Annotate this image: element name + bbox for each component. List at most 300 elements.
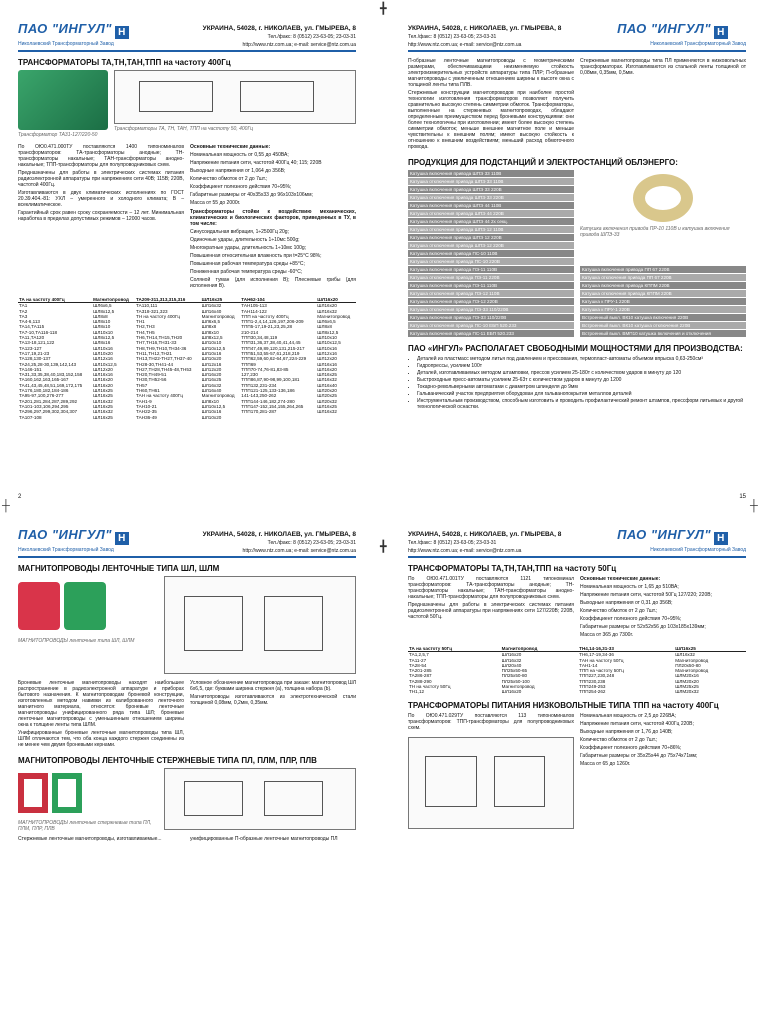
crop-mark: ╋ bbox=[380, 3, 387, 15]
table-cell: ШЛ16х32 bbox=[317, 377, 337, 383]
product-bar: Катушка отключения привода ПЭ-33 110/220В bbox=[408, 306, 574, 313]
table-cell: ШЛ8х10 bbox=[93, 324, 111, 330]
table-cell: ШЛ20х20 bbox=[317, 388, 337, 394]
company-address: УКРАИНА, 54028, г. НИКОЛАЕВ, ул. ГМЫРЕВА, 8 Тел./факс: 8 (0512) 23-63-05; 23-03-31 http://www.ntz.com.ua; e-mail: service@ntz.com.ua bbox=[408, 25, 562, 48]
table-cell: ТН6,17-19,34-36 bbox=[579, 652, 614, 658]
specs-title: Основные технические данные: bbox=[580, 576, 661, 582]
logo-subtitle: Николаевский Трансформаторный Завод bbox=[18, 41, 114, 47]
table-cell: ТН на частоту 50Гц bbox=[409, 684, 451, 690]
table-cell: ШЛ16х20 bbox=[316, 297, 356, 303]
table-cell: ТА24,25,28-30,139,142,143 bbox=[19, 361, 77, 367]
body-text: Магнитопроводы изготавливаются из электротехнической стали толщиной 0,08мм, 0,2мм, 0,35мм. bbox=[190, 694, 356, 706]
table-cell: ТА110,111 bbox=[136, 303, 158, 309]
product-bar: Катушка отключения привода ПС-10 220В bbox=[408, 258, 574, 265]
table-row bbox=[408, 689, 746, 694]
spec-line: Напряжение питания сети, частотой 400Гц 220В; bbox=[580, 720, 694, 727]
table-cell: ТА14,ТА115 bbox=[19, 324, 45, 330]
table-cell: ТАН1-9 bbox=[136, 398, 152, 404]
table-cell: ШЛ16х16 bbox=[317, 361, 337, 367]
spec-line: Масса от 55 до 2000г. bbox=[190, 200, 241, 206]
product-bar: Катушка отключения привода ШПЭ 33 220В bbox=[408, 194, 574, 201]
table-cell: ШЛМ20х16 bbox=[675, 673, 699, 679]
table-cell: ШЛ10х16 bbox=[93, 345, 113, 351]
table-cell: ТН20,ТН49-51 bbox=[136, 372, 167, 378]
table-cell: ТН1 bbox=[136, 319, 145, 325]
table-cell: ПЛ25x50-100 bbox=[501, 678, 530, 684]
table-cell: ПЛ20х50-80 bbox=[675, 662, 701, 668]
table-cell: ТА28-54 bbox=[409, 662, 427, 668]
spec-line: Выходные напряжения от 1,064 до 356В; bbox=[190, 168, 286, 174]
spec-line: Напряжение питания сети, частотой 400Гц 40; 115; 220В bbox=[190, 160, 322, 166]
table-cell: 210-214 bbox=[241, 329, 259, 335]
spec-line: Масса от 65 до 1260г. bbox=[580, 760, 631, 767]
climate-text: Изготавливаются в двух климатических исполнениях по ГОСТ 20.39.404.-81: УХЛ – умеренного и холодного климата; В – всеклиматическое. bbox=[18, 190, 184, 208]
table-cell: ТАН114-122 bbox=[241, 308, 267, 314]
page-header bbox=[18, 528, 356, 558]
spec-line: Номинальная мощность от 1,65 до 510ВА; bbox=[580, 584, 679, 590]
product-bar: Катушка отключения привода ПЭ-11 220В bbox=[408, 274, 574, 281]
spec-line: Номинальная мощность от 0,55 до 450ВА; bbox=[190, 152, 289, 158]
table-cell: ТН4,ТН5 bbox=[136, 329, 155, 335]
table-cell: ШЛ10х20 bbox=[201, 414, 222, 420]
body-text: Стержневые ленточные магнитопроводы, изготавливаемые... bbox=[18, 836, 162, 842]
table-cell: Магнитопровод bbox=[675, 657, 709, 663]
table-cell: Магнитопровод bbox=[675, 668, 709, 674]
spec-line: Напряжение питания сети, частотой 50Гц 127/220; 220В; bbox=[580, 592, 712, 598]
table-cell: ТА107-108 bbox=[19, 414, 42, 420]
table-cell: ТАН на частоту 400Гц bbox=[136, 393, 183, 399]
purpose-text: Предназначены для работы в электрических системах питания радиоэлектронной аппаратуры при напряжениях сети 127/220В; 220В, частотой 50Гц. bbox=[408, 602, 574, 620]
rod-core-drawing bbox=[164, 768, 356, 832]
product-bar: Катушка включения привода ШПЭ 33 110В bbox=[408, 170, 574, 177]
product-bar: Катушка включения привода ПС-10 110В bbox=[408, 250, 574, 257]
table-cell: ТА95-97,100,276-277 bbox=[19, 393, 64, 399]
table-cell: ТН8,ТН9,ТН10,ТН34-36 bbox=[136, 345, 187, 351]
coil-photo bbox=[633, 174, 693, 222]
product-bar: Катушка включения привода ПЭ-11 110В bbox=[408, 266, 574, 273]
table-cell: ТПП121-125,133-136,186 bbox=[241, 388, 295, 394]
resistance-title: Трансформаторы стойки к воздействию механических, климатических и биологических факторов, приведенных в ТУ, в том числе: bbox=[190, 209, 356, 227]
logo-subtitle: Николаевский Трансформаторный Завод bbox=[650, 547, 746, 553]
body-text: Стержневые конструкции магнитопроводов при наиболее простой технологии изготовления трансформаторов позволяют получить сравнительно высокую степень симметрии обмоток. Трансформаторы, выполненные на стержневых магнитопроводах, обладают определенным преимуществом перед броневыми конструкциями: они более технологичны при изготовлении; имеют более высокую степень симметрии обмоток; меньше внешнее магнитное поле и меньше чувствительны к внешним полям; имеют высокую стойкость к отношению к внешним воздействиям; меньший расход обмоточного провода. bbox=[408, 90, 574, 150]
product-bar: Катушка включения привода ШПЭ 44 110В bbox=[408, 202, 574, 209]
list-item: • Деталей из пластмасс методом литья под давлением и прессования, термопласт-автоматы объемом впрыска 0,63-250см³ bbox=[417, 356, 746, 362]
table-cell: ШЛ8х8 bbox=[317, 324, 332, 330]
body-text: Стержневые магнитопроводы типа ПЛ применяются в низковольтных трансформаторах. Изготавливаются из стальной ленты толщиной от 0,08мм, 0,35мм, 0,5мм. bbox=[580, 58, 746, 76]
list-item: • Гидропрессы, усилием 100т bbox=[417, 363, 746, 369]
table-cell: ТН11,ТН12,ТН21 bbox=[136, 350, 172, 356]
coil-list-left bbox=[408, 170, 574, 338]
catalog-page-15 bbox=[408, 22, 746, 502]
company-address: УКРАИНА, 54028, г. НИКОЛАЕВ, ул. ГМЫРЕВА, 8 Тел./факс: 8 (0512) 23-63-05; 23-03-31 http://www.ntz.com.ua; e-mail: service@ntz.com.ua bbox=[202, 531, 356, 554]
table-cell: ТАН36-49 bbox=[136, 414, 157, 420]
table-cell: ШЛ8х8 bbox=[201, 324, 217, 330]
table-cell: ШЛ16х25 bbox=[317, 372, 337, 378]
product-bar: Катушка включения привода ШПЭ 44 2х секц. bbox=[408, 218, 574, 225]
table-cell: ШЛ16х20 bbox=[317, 366, 337, 372]
table-cell: ПЛ25x50-80 bbox=[501, 673, 528, 679]
table-cell: ТА209-311,313,315,316 bbox=[135, 297, 201, 303]
table-cell: ТН7,ТН16,ТН31-33 bbox=[136, 340, 177, 346]
table-cell: ТА318-321,323 bbox=[136, 308, 168, 314]
table-cell: ТА296,297,299,302,304,307 bbox=[19, 409, 78, 415]
table-cell: ШЛ16х16 bbox=[93, 372, 113, 378]
spec-line: Номинальная мощность от 2,5 до 226ВА; bbox=[580, 712, 676, 719]
table-cell: ШЛ16х25 bbox=[201, 297, 241, 303]
table-cell: ПЛ25x50-65 bbox=[501, 668, 528, 674]
table-cell: ТН30,ТН52-56 bbox=[136, 377, 167, 383]
transformer-photo: Трансформатор ТА31-127/220-50 bbox=[18, 70, 108, 138]
table-cell: ШЛ16х20 bbox=[93, 377, 113, 383]
crop-mark: ╋ bbox=[380, 541, 387, 553]
spec-line: Коэффициент полезного действия 70÷95%; bbox=[580, 616, 682, 622]
catalog-page-magnetic-cores bbox=[18, 528, 356, 1008]
tpp-drawing bbox=[408, 737, 574, 829]
table-cell: ТАН10-21 bbox=[136, 403, 157, 409]
logo-subtitle: Николаевский Трансформаторный Завод bbox=[18, 547, 114, 553]
table-cell: ШЛ16х40 bbox=[317, 382, 337, 388]
spec-line: Выходные напряжения от 0,31 до 356В; bbox=[580, 600, 673, 606]
list-item: • Инструментальным производством, способным изготовить и проводить профилактический ремонт штампов, прессформ литьевых и другой технологической оснастки. bbox=[417, 398, 746, 410]
coil-caption: Катушка включения привода ПР-10 110В и катушка включения привода ШПЭ-33 bbox=[580, 226, 730, 238]
resist-line: Повышенная рабочая температура среды +85°С; bbox=[190, 261, 305, 267]
table-cell: ШЛ8х10 bbox=[201, 398, 219, 404]
table-cell: ТА288-290 bbox=[409, 678, 432, 684]
list-item: • Гальванический участок предприятия оборудован для гальванопокрытия металлов деталей bbox=[417, 391, 746, 397]
table-cell: Магнитопровод bbox=[92, 297, 135, 303]
resist-line: Многократные удары, длительность 1÷10мс 100g; bbox=[190, 245, 307, 251]
table-cell: ТПП132,231-234 bbox=[241, 382, 277, 388]
specs-title: Основные технические данные: bbox=[190, 144, 271, 150]
table-cell: ШЛ16х25 bbox=[93, 414, 113, 420]
section-title: ТРАНСФОРМАТОРЫ ТА,ТН,ТАН,ТПП на частоту 50Гц bbox=[408, 564, 617, 573]
table-cell: ШЛ16х32 bbox=[317, 409, 337, 415]
company-logo: ПАО "ИНГУЛ" H bbox=[18, 26, 129, 39]
table-cell: ШЛ16х20 bbox=[501, 652, 522, 658]
table-cell: ШЛ10х12,5 bbox=[93, 361, 117, 367]
intro-text: По ОЮ0.471.001ТУ поставляются 1121 типономинал трансформаторов: ТА-трансформаторы анодные; ТН-трансформаторы накальные; ТАН-трансформаторы анодно-накальные; ТПП-трансформаторы для полупроводниковых схем. bbox=[408, 576, 574, 600]
product-bar: Катушка отключения привода ПС-10 ЕБП 520.233 bbox=[408, 322, 574, 329]
resist-line: Одиночные удары, длительность 1÷10мс 500g; bbox=[190, 237, 300, 243]
spec-line: Коэффициент полезного действия 70÷95%; bbox=[190, 184, 292, 190]
table-cell: ШЛ6х6,5 bbox=[93, 303, 112, 309]
resist-line: Повышенная относительная влажность при t=25°С 98%; bbox=[190, 253, 322, 259]
resist-line: Соляной туман (для исполнения В); Плесневые грибы (для исполнения В). bbox=[190, 277, 356, 289]
table-cell: ТА201-285 bbox=[409, 668, 432, 674]
table-cell: ШЛМ20х20 bbox=[675, 678, 699, 684]
page-number: 15 bbox=[739, 494, 746, 500]
section-title: ПРОДУКЦИЯ ДЛЯ ПОДСТАНЦИЙ И ЭЛЕКТРОСТАНЦИЙ ОБЛЭНЕРГО: bbox=[408, 158, 678, 167]
table-cell: ШЛ20х40 bbox=[501, 662, 522, 668]
company-logo: ПАО "ИНГУЛ" H bbox=[617, 532, 728, 545]
table-cell: ТА176,180,182,184-186 bbox=[19, 388, 69, 394]
table-cell: ШЛ16х25 bbox=[201, 377, 222, 383]
body-text: Унифицированные броневые ленточные магнитопроводы типа ШЛ, ШЛМ отличаются тем, что оба конца каждого стержня соединены из не менее чем двумя броневыми кернами. bbox=[18, 730, 184, 748]
table-cell: ШЛ10х10 bbox=[317, 335, 337, 341]
table-cell: ШЛ16х20 bbox=[201, 372, 222, 378]
table-cell: ТА2 bbox=[19, 308, 28, 314]
table-cell: ШЛ16х20 bbox=[317, 303, 337, 309]
table-cell: ТН4,14-16,31-33 bbox=[578, 646, 674, 652]
section-title: МАГНИТОПРОВОДЫ ЛЕНТОЧНЫЕ ТИПА ШЛ, ШЛМ bbox=[18, 564, 220, 573]
product-bar: Катушка отключения привода ШПЭ 44 220В bbox=[408, 210, 574, 217]
table-cell: ШЛ8х12,5 bbox=[93, 308, 115, 314]
body-text: Условное обозначение магнитопровода при заказе: магнитопровод ШЛ 6х6,5, где: буквами ширина стержня (а), толщина набора (b). bbox=[190, 680, 356, 692]
table-cell: ТА201,281,284,287,289,292 bbox=[19, 398, 78, 404]
table-cell: ТА11-27 bbox=[409, 657, 427, 663]
table-cell: ТА13-18,121,122 bbox=[19, 340, 55, 346]
table-cell: ТА17,19,21-23 bbox=[19, 350, 50, 356]
table-cell: ШЛ10х10 bbox=[201, 340, 222, 346]
table-cell: ШЛ16х25 bbox=[93, 403, 113, 409]
core-drawing bbox=[164, 576, 356, 674]
table-cell: ШЛ10х12,5 bbox=[201, 403, 226, 409]
table-cell: ТПП62,59,60,62-64,67,224-229 bbox=[241, 356, 307, 362]
product-bar: Катушка отключения привода ПП 67 220В bbox=[580, 274, 746, 281]
table-cell: ШЛ16х40 bbox=[201, 308, 222, 314]
list-item: • Быстроходные пресс-автоматы усилием 25-63т с количеством ударов в минуту до 1200 bbox=[417, 377, 746, 383]
table-cell: ТАН22-35 bbox=[136, 409, 157, 415]
table-cell: ШЛ16х32 bbox=[201, 303, 222, 309]
purpose-text: Предназначены для работы в электрических системах питания радиоэлектронной аппаратуры при напряжениях сети 40В; 115В; 220В, частотой 400Гц. bbox=[18, 170, 184, 188]
spec-line: Коэффициент полезного действия 70÷86%; bbox=[580, 744, 682, 751]
table-cell: ШЛ8х16 bbox=[93, 340, 111, 346]
table-cell: ШЛ16х32 bbox=[675, 652, 695, 658]
table-cell: ШЛ16х32 bbox=[201, 382, 222, 388]
coil-list-right bbox=[580, 170, 746, 338]
product-bar: Катушка к ПРУ-1 220В bbox=[580, 306, 746, 313]
table-cell: ШЛ16х40 bbox=[201, 388, 222, 394]
table-cell: ШЛ10х16 bbox=[201, 409, 222, 415]
table-cell: ШЛ10х20 bbox=[93, 350, 113, 356]
intro-text: По ОЮ0.471.029ТУ поставляются 113 типономиналов трансформаторов: ТПП-трансформаторы для полупроводниковых схем. bbox=[408, 712, 574, 731]
company-address: УКРАИНА, 54028, г. НИКОЛАЕВ, ул. ГМЫРЕВА, 8 Тел./факс: 8 (0512) 23-63-05; 23-03-31 http://www.ntz.com.ua; e-mail: service@ntz.com.ua bbox=[408, 531, 562, 554]
body-text: унифицированные П-образные ленточные магнитопроводы ПЛ bbox=[190, 836, 338, 842]
table-cell: ТПП249-253 bbox=[579, 684, 606, 690]
spec-line: Габаритные размеры от 40x35x33 до 96x103x106мм; bbox=[190, 192, 313, 198]
table-cell: ТА1 bbox=[19, 303, 28, 309]
table-cell: ТА160,162,163,165-167 bbox=[19, 377, 69, 383]
table-cell: ШЛ10х12,5 bbox=[201, 345, 226, 351]
table-cell: ШЛ8х10 bbox=[201, 329, 219, 335]
table-cell: ТАН на частоту 50Гц bbox=[579, 657, 624, 663]
table-cell: ШЛ10х16 bbox=[201, 350, 222, 356]
dimension-drawing: Трансформаторы ТА, ТН, ТАН, ТПП на частоту 50, 400Гц bbox=[114, 70, 356, 138]
table-cell: ТА31,33,35,38,40,183,152,158 bbox=[19, 372, 83, 378]
table-cell: Магнитопровод bbox=[501, 646, 579, 652]
spec-line: Количество обмоток от 2 до 7шт.; bbox=[580, 608, 658, 614]
table-cell: ТА123-127 bbox=[19, 345, 42, 351]
table-cell: ТА41,43,45,48,51,169,172,175 bbox=[19, 382, 83, 388]
table-cell: ТПП1-2,4,14,126,197,206-209 bbox=[241, 319, 304, 325]
table-cell: ШЛ12х20 bbox=[201, 366, 222, 372]
table-cell: ТПП5-17,19-21,23,25,28 bbox=[241, 324, 293, 330]
table-cell: ШЛ16х32 bbox=[501, 657, 522, 663]
warranty-text: Гарантийный срок равен сроку сохраняемости – 12 лет. Минимальная наработка в пределах допустимых режимов – 12000 часов. bbox=[18, 210, 184, 222]
table-cell: ШЛ16х32 bbox=[93, 398, 113, 404]
spec-line: Габаритные размеры от 35x25x44 до 75x74x71мм; bbox=[580, 752, 698, 759]
product-bar: Катушка включения привода ПЭ-12 220В bbox=[408, 298, 574, 305]
spec-line: Количество обмоток от 2 до 7шт.; bbox=[190, 176, 268, 182]
product-bar: Встроенный выкл. ВМП10 катушка включения и отключения bbox=[580, 330, 746, 337]
product-bar: Катушка отключения привода ШПЭ 12 220В bbox=[408, 242, 574, 249]
table-cell: ТПП86,87,90-98,99,100,181 bbox=[241, 377, 300, 383]
table-cell: ШЛ16х32 bbox=[93, 409, 113, 415]
table-cell: ШЛ10х10 bbox=[93, 329, 113, 335]
core-photo: МАГНИТОПРОВОДЫ ленточные типа ШЛ, ШЛМ bbox=[18, 576, 158, 674]
spec-line: Масса от 365 до 7300г. bbox=[580, 632, 634, 638]
product-bar: Катушка включения привода КППМ 220В bbox=[580, 282, 746, 289]
table-cell: ТА3 bbox=[19, 313, 28, 319]
table-cell: ТА1,2,5,7 bbox=[409, 652, 429, 658]
table-cell: ТПП230,238 bbox=[579, 678, 606, 684]
table-cell: ШЛ8х12,5 bbox=[201, 335, 223, 341]
table-cell: ТПП на частоту 50Гц bbox=[579, 668, 624, 674]
table-cell: ТА286-287 bbox=[409, 673, 432, 679]
table-cell: ТА101-103,106,294,295 bbox=[19, 403, 69, 409]
table-cell: Магнитопровод bbox=[501, 684, 535, 690]
table-cell: ШЛ16х32 bbox=[317, 308, 337, 314]
table-cell: ТАН105-113 bbox=[241, 303, 267, 309]
table-cell: ШЛ16х25 bbox=[317, 403, 337, 409]
table-cell: ШЛ10х12,5 bbox=[317, 340, 341, 346]
resist-line: Пониженная рабочая температура среды -60°С; bbox=[190, 269, 303, 275]
table-cell: ТА4-6,113 bbox=[19, 319, 40, 325]
table-cell: ШЛ12х16 bbox=[317, 350, 337, 356]
table-cell: ТПП170,281-287 bbox=[241, 409, 277, 415]
product-bar: Катушка включения привода ШПЭ 33 220В bbox=[408, 186, 574, 193]
capacity-list bbox=[408, 356, 746, 410]
table-cell: ТА7-10,ТА116-118 bbox=[19, 329, 58, 335]
table-cell: ШЛ20х32 bbox=[317, 398, 337, 404]
product-bar: Катушка к ПРУ-1 220В bbox=[580, 298, 746, 305]
page-header bbox=[408, 22, 746, 52]
body-text: Броневые ленточные магнитопроводы находят наибольшее распространение в радиоэлектронной аппаратуре и приборах бытового назначения. К магнитопроводам броневой конструкции, изготовленных методом навивки из калиброванного ленточного магнитного материала, относятся: броневые ленточные магнитопроводы унифицированного ряда типа ШЛ; броневые ленточные магнитопроводы с уменьшенным отношением ширины окна к толщине ленты типа ШЛМ. bbox=[18, 680, 184, 728]
product-bar: Встроенный выкл. ВК10 катушка включения 220В bbox=[580, 314, 746, 321]
table-cell: ШЛ16х25 bbox=[93, 388, 113, 394]
table-cell: ШЛ12х20 bbox=[317, 356, 337, 362]
table-cell: ТА11,ТА120 bbox=[19, 335, 45, 341]
table-cell: ТА на частоту 50Гц bbox=[408, 646, 501, 652]
table-cell: ТПП на частоту 400Гц bbox=[241, 313, 289, 319]
section-title: МАГНИТОПРОВОДЫ ЛЕНТОЧНЫЕ СТЕРЖНЕВЫЕ ТИПА ПЛ, ПЛМ, ПЛР, ПЛВ bbox=[18, 756, 317, 765]
table-cell: ШЛ8х12,5 bbox=[93, 335, 115, 341]
crop-mark: ┼ bbox=[750, 500, 758, 512]
catalog-page-2 bbox=[18, 22, 356, 502]
intro-text: П-образные ленточные магнитопроводы с геометрическими размерами, обеспечивающими неизменяемую стойкость электроизмерительных устройств аппаратуры типа ПЛР; П-образные магнитопроводы с увеличенным отношением ширины к высоте окна с толщиной ленты типа ПЛВ. bbox=[408, 58, 574, 88]
logo-subtitle: Николаевский Трансформаторный Завод bbox=[650, 41, 746, 47]
section-title: ТРАНСФОРМАТОРЫ ТА,ТН,ТАН,ТПП на частоту 400Гц bbox=[18, 58, 231, 67]
table-cell: ТА146-151 bbox=[19, 366, 42, 372]
product-bar: Встроенный выкл. ВК10 катушка отключения 220В bbox=[580, 322, 746, 329]
table-cell bbox=[316, 415, 356, 420]
table-cell: 141-143,250-262 bbox=[241, 393, 277, 399]
product-bar: Катушка включения привода ПЭ-11 110В bbox=[408, 282, 574, 289]
table-cell: ШЛ10х16 bbox=[317, 345, 337, 351]
table-cell: ТПП254-262 bbox=[579, 689, 606, 695]
table-cell: ШЛ20х25 bbox=[317, 393, 337, 399]
table-cell: ШЛ8х12,5 bbox=[317, 329, 339, 335]
table-cell: ТПП31,36,37,38,40,41,44,45 bbox=[241, 340, 301, 346]
table-cell: ТН60,ТН61 bbox=[136, 388, 160, 394]
table-cell: ТН6,ТН14,ТН15,ТН20 bbox=[136, 335, 183, 341]
table-cell: ТН27,ТН28,ТН45-48,ТН53 bbox=[136, 366, 192, 372]
company-logo: ПАО "ИНГУЛ" H bbox=[18, 532, 129, 545]
product-bar: Катушка включения привода ПП 67 220В bbox=[580, 266, 746, 273]
table-cell: ТПП147-152,154,155,264,265 bbox=[241, 403, 304, 409]
table-cell: ШЛ16х20 bbox=[93, 382, 113, 388]
intro-text: По ОЮ0.471.000ТУ поставляются 1400 типономиналов трансформаторов: ТА-трансформаторы анодные; ТН-трансформаторы накальные; ТАН-трансформаторы анодно-накальные; ТПП-трансформаторы для полупроводниковых схем. bbox=[18, 144, 184, 168]
page-header bbox=[408, 528, 746, 558]
table-cell: ШЛ6х6,5 bbox=[317, 319, 336, 325]
table-cell: ТН на частоту 400Гц bbox=[136, 313, 181, 319]
section-title: ТРАНСФОРМАТОРЫ ПИТАНИЯ НИЗКОВОЛЬТНЫЕ ТИПА ТПП на частоту 400Гц bbox=[408, 700, 719, 710]
table-cell: ТПП47,49,89,120,131,215-217 bbox=[241, 345, 305, 351]
table-row bbox=[18, 415, 356, 420]
table-cell: ТН2,ТН3 bbox=[136, 324, 155, 330]
table-cell: ШЛ16х25 bbox=[674, 646, 746, 652]
table-cell: ТПП70-74,76-81,83-85 bbox=[241, 366, 289, 372]
table-cell: ШЛ12х16 bbox=[201, 361, 222, 367]
list-item: • Токарно-револьверными автоматами с диаметром шпинделя до 9мм bbox=[417, 384, 746, 390]
table-cell: ТПП30,34,48,119 bbox=[241, 335, 278, 341]
table-cell: ШЛМ25х25 bbox=[675, 684, 699, 690]
table-cell: ТН13,ТН22-ТН27,ТН37-40 bbox=[136, 356, 192, 362]
table-cell: ШЛ16х25 bbox=[93, 393, 113, 399]
product-bar: Катушка отключения привода КППМ 220В bbox=[580, 290, 746, 297]
table-cell: Магнитопровод bbox=[317, 313, 351, 319]
product-bar: Катушка включения привода ШПЭ 12 220В bbox=[408, 234, 574, 241]
table-cell: 127,230 bbox=[241, 372, 258, 378]
table-cell: ТА128,130-137 bbox=[19, 356, 51, 362]
page-header bbox=[18, 22, 356, 52]
table-cell: ТАН1-14 bbox=[579, 662, 598, 668]
catalog-page-50hz bbox=[408, 528, 746, 1008]
rod-core-photo: МАГНИТОПРОВОДЫ ленточные стержневые типа ПЛ, ПЛМ, ПЛР, ПЛВ bbox=[18, 768, 158, 832]
table-cell: ТПП144-146,182,274-280 bbox=[241, 398, 295, 404]
table-cell: ШЛ8х10 bbox=[93, 319, 111, 325]
table-cell: Магнитопровод bbox=[201, 313, 235, 319]
table-cell: ТН57 bbox=[136, 382, 148, 388]
table-cell: ШЛ12х20 bbox=[93, 366, 113, 372]
resist-line: Синусоидальная вибрация, 1÷2500Гц 20g; bbox=[190, 229, 289, 235]
table-cell: ШЛ8х8 bbox=[93, 313, 108, 319]
page-number: 2 bbox=[18, 494, 22, 500]
table-cell: ШЛ10х20 bbox=[201, 356, 222, 362]
table-cell: ТПП69 bbox=[241, 361, 256, 367]
model-table bbox=[408, 646, 746, 695]
company-address: УКРАИНА, 54028, г. НИКОЛАЕВ, ул. ГМЫРЕВА, 8 Тел./факс: 8 (0512) 23-63-05; 23-03-31 http://www.ntz.com.ua; e-mail: service@ntz.com.ua bbox=[202, 25, 356, 48]
table-cell: ШЛМ20х32 bbox=[675, 689, 699, 695]
spec-line: Выходные напряжения от 1,76 до 140В; bbox=[580, 728, 673, 735]
table-cell: ТН1,12 bbox=[409, 689, 425, 695]
table-cell: Магнитопровод bbox=[201, 393, 235, 399]
company-logo: ПАО "ИНГУЛ" H bbox=[617, 26, 728, 39]
list-item: • Деталей, изготавливаемых методом штамповки, прессов усилием 25-180т с количеством ударов в минуту до 120 bbox=[417, 370, 746, 376]
product-bar: Катушка отключения привода ПЭ-12 110В bbox=[408, 290, 574, 297]
table-cell: ТПП227,230,248 bbox=[579, 673, 615, 679]
table-cell: ШЛ6х6,5 bbox=[201, 319, 221, 325]
table-cell: ШЛ12х16 bbox=[93, 356, 113, 362]
table-cell: ТПП51,53,55-57,61,218,219 bbox=[241, 350, 300, 356]
product-bar: Катушка включения привода ПС-11 ЕБП 520.233 bbox=[408, 330, 574, 337]
table-cell: ТА на частоту 400Гц bbox=[18, 297, 92, 303]
crop-mark: ┼ bbox=[2, 500, 10, 512]
product-bar: Катушка отключения привода ШПЭ 33 110В bbox=[408, 178, 574, 185]
table-cell: ТАН62-104 bbox=[240, 297, 316, 303]
table-cell: ШЛ16х20 bbox=[501, 689, 522, 695]
model-table bbox=[18, 297, 356, 420]
